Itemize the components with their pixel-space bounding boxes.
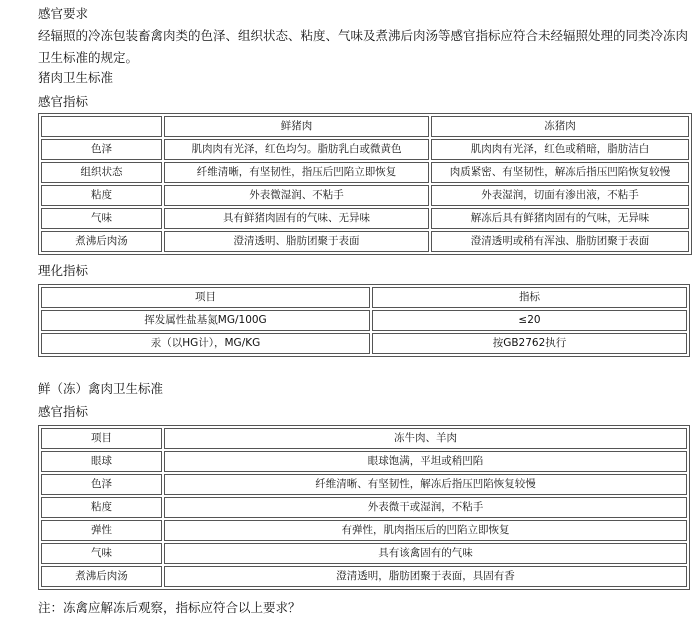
- row-label-cell: 气味: [41, 208, 162, 229]
- table-header-row: [41, 116, 689, 137]
- row-label-cell: 气味: [41, 543, 162, 564]
- table-row: [41, 208, 689, 229]
- pork-sensory-table: [38, 113, 692, 255]
- table-row: [41, 474, 687, 495]
- table-row: [41, 162, 689, 183]
- table-cell: ≤20: [372, 310, 687, 331]
- table-header-cell: 鲜猪肉: [164, 116, 429, 137]
- table-row: [41, 566, 687, 587]
- table-header-cell: 指标: [372, 287, 687, 308]
- row-label-cell: 煮沸后肉汤: [41, 231, 162, 252]
- table-cell: 澄清透明或稍有浑浊、脂肪团聚于表面: [431, 231, 689, 252]
- table-cell: 外表微湿润、不粘手: [164, 185, 429, 206]
- row-label-cell: 组织状态: [41, 162, 162, 183]
- row-label-cell: 粘度: [41, 497, 162, 518]
- table-header-cell: [41, 116, 162, 137]
- physchem-table: [38, 284, 690, 357]
- table-cell: 具有该禽固有的气味: [164, 543, 687, 564]
- table-row: [41, 520, 687, 541]
- table-cell: 具有鲜猪肉固有的气味、无异味: [164, 208, 429, 229]
- row-label-cell: 弹性: [41, 520, 162, 541]
- table-header-row: [41, 287, 687, 308]
- table-cell: 纤维清晰，有坚韧性，指压后凹陷立即恢复: [164, 162, 429, 183]
- table-cell: 肌肉肉有光泽，红色或稍暗，脂肪洁白: [431, 139, 689, 160]
- table-cell: 肉质紧密、有坚韧性，解冻后指压凹陷恢复较慢: [431, 162, 689, 183]
- row-label-cell: 粘度: [41, 185, 162, 206]
- table-row: [41, 333, 687, 354]
- footnote: 注：冻禽应解冻后观察，指标应符合以上要求？: [38, 600, 301, 615]
- poultry-sensory-label: 感官指标: [38, 404, 89, 419]
- table-header-cell: 冻牛肉、羊肉: [164, 428, 687, 449]
- table-cell: 挥发属性盐基氮MG/100G: [41, 310, 370, 331]
- table-row: [41, 497, 687, 518]
- table-header-cell: 项目: [41, 287, 370, 308]
- physchem-label: 理化指标: [38, 263, 89, 278]
- table-cell: 澄清透明，脂肪团聚于表面，具固有香: [164, 566, 687, 587]
- pork-sensory-label: 感官指标: [38, 94, 89, 109]
- table-cell: 外表湿润，切面有渗出液，不粘手: [431, 185, 689, 206]
- table-cell: 肌肉肉有光泽，红色均匀。脂肪乳白或微黄色: [164, 139, 429, 160]
- pork-standard-title: 猪肉卫生标准: [38, 70, 114, 85]
- table-row: [41, 139, 689, 160]
- poultry-sensory-table: [38, 425, 690, 590]
- row-label-cell: 眼球: [41, 451, 162, 472]
- table-row: [41, 543, 687, 564]
- table-cell: 澄清透明、脂肪团聚于表面: [164, 231, 429, 252]
- poultry-standard-title: 鲜（冻）禽肉卫生标准: [38, 381, 164, 396]
- table-header-cell: 项目: [41, 428, 162, 449]
- sensory-requirements-heading: 感官要求: [38, 6, 89, 21]
- table-row: [41, 310, 687, 331]
- table-row: [41, 451, 687, 472]
- table-cell: 解冻后具有鲜猪肉固有的气味，无异味: [431, 208, 689, 229]
- intro-paragraph: 经辐照的冷冻包装畜禽肉类的色泽、组织状态、粘度、气味及煮沸后肉汤等感官指标应符合未经辐照处理的同类冷冻肉卫生标准的规定。: [38, 28, 689, 65]
- table-header-cell: 冻猪肉: [431, 116, 689, 137]
- row-label-cell: 色泽: [41, 139, 162, 160]
- table-cell: 外表微干或湿润，不粘手: [164, 497, 687, 518]
- table-cell: 眼球饱满，平坦或稍凹陷: [164, 451, 687, 472]
- table-cell: 汞（以HG计），MG/KG: [41, 333, 370, 354]
- table-header-row: [41, 428, 687, 449]
- row-label-cell: 煮沸后肉汤: [41, 566, 162, 587]
- table-row: [41, 231, 689, 252]
- table-cell: 有弹性，肌肉指压后的凹陷立即恢复: [164, 520, 687, 541]
- row-label-cell: 色泽: [41, 474, 162, 495]
- table-cell: 纤维清晰、有坚韧性，解冻后指压凹陷恢复较慢: [164, 474, 687, 495]
- table-row: [41, 185, 689, 206]
- table-cell: 按GB2762执行: [372, 333, 687, 354]
